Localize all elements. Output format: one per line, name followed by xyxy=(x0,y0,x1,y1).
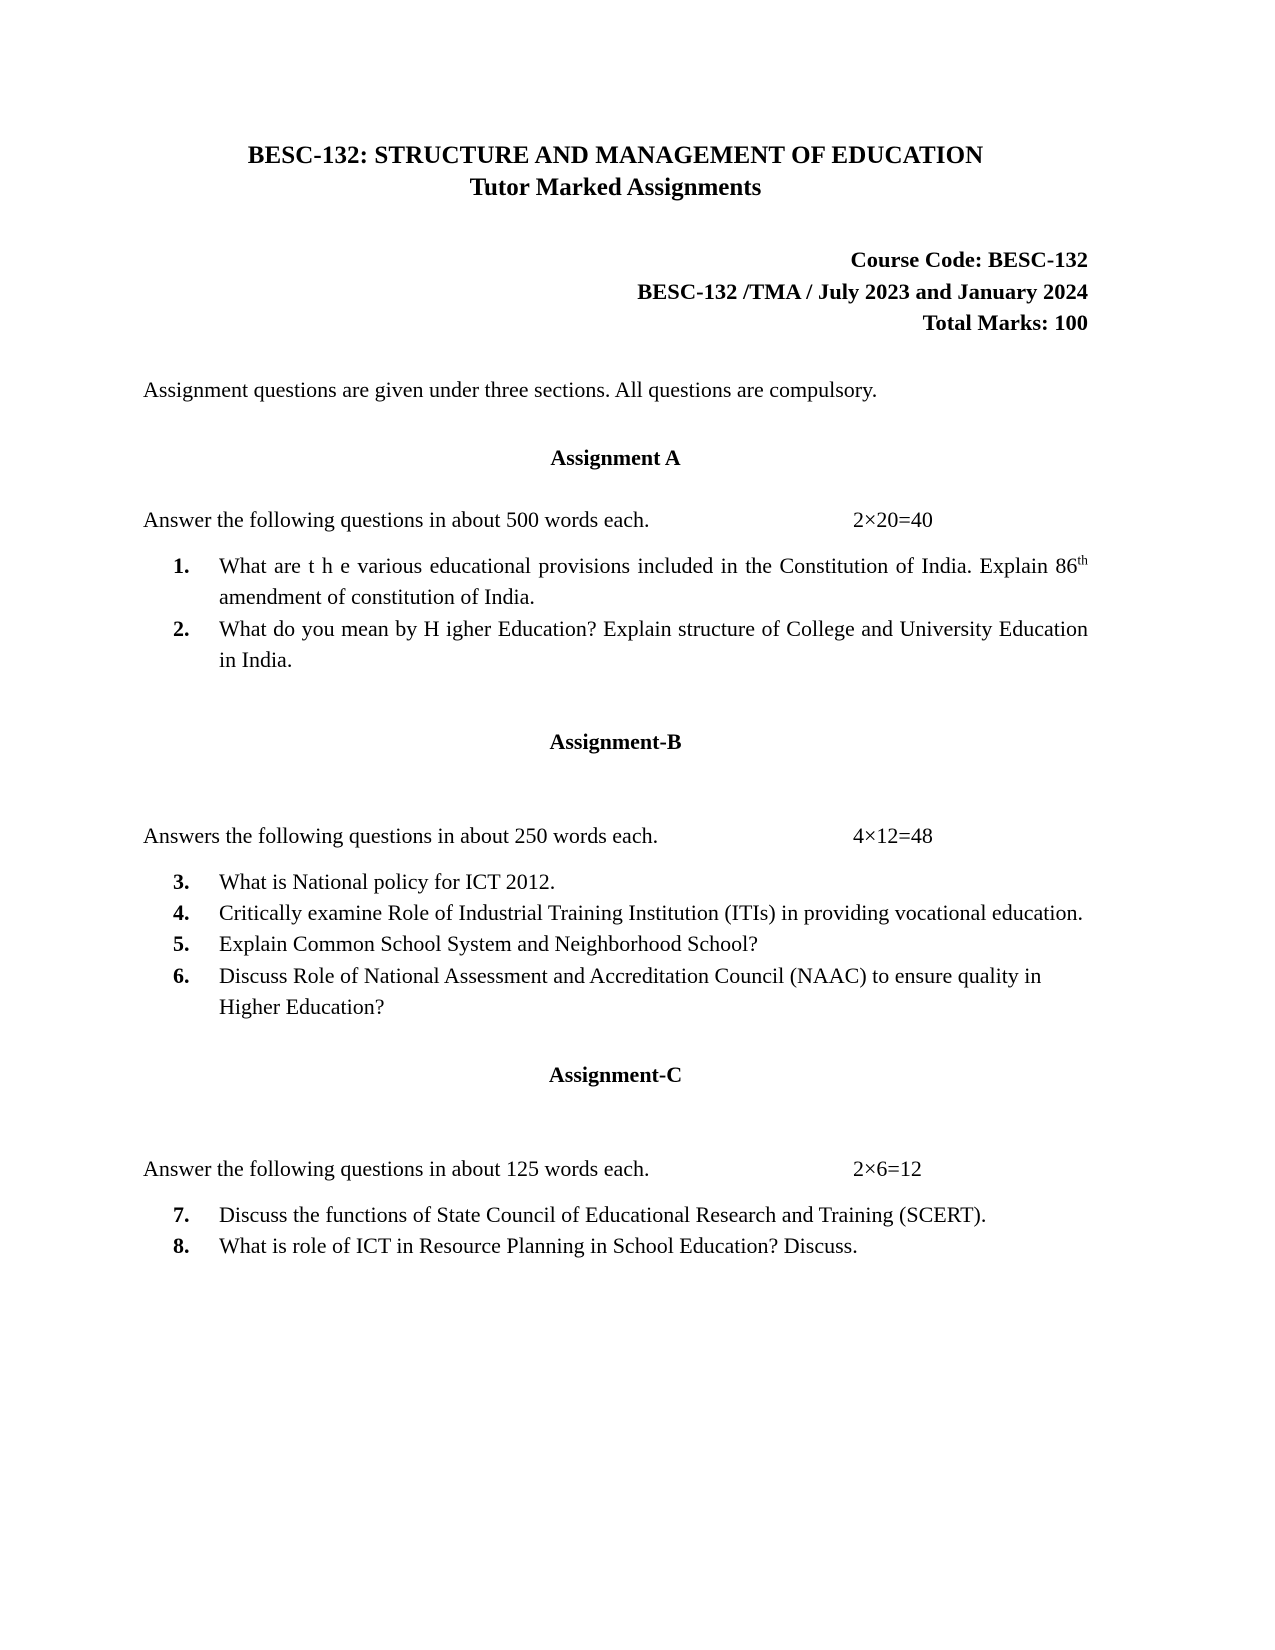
section-heading-b: Assignment-B xyxy=(549,729,682,755)
question-number: 2. xyxy=(173,615,190,641)
list-item xyxy=(143,613,1088,675)
question-number: 5. xyxy=(173,931,190,957)
list-item xyxy=(143,928,1088,959)
question-text: What do you mean by H igher Education? Explain structure of College and University Education in India. xyxy=(219,615,1088,672)
course-meta-block xyxy=(143,244,1088,339)
question-text-before: What are t h e various educational provisions included in the Constitution of India. Explain 86 xyxy=(219,553,1078,579)
instruction-row-b xyxy=(143,821,1088,852)
question-number: 8. xyxy=(173,1233,190,1259)
page-title: BESC-132: STRUCTURE AND MANAGEMENT OF EDUCATION xyxy=(247,142,984,169)
question-text: What is role of ICT in Resource Planning in School Education? Discuss. xyxy=(219,1233,858,1259)
question-text-after: amendment of constitution of India. xyxy=(219,584,535,610)
course-code: Course Code: BESC-132 xyxy=(850,247,1088,272)
marks-b: 4×12=48 xyxy=(853,823,933,849)
instruction-row-a xyxy=(143,505,1088,536)
intro-paragraph: Assignment questions are given under three sections. All questions are compulsory. xyxy=(143,376,878,402)
instruction-text-b: Answers the following questions in about 250 words each. xyxy=(143,823,659,849)
list-item xyxy=(143,550,1088,612)
total-marks: Total Marks: 100 xyxy=(922,310,1088,335)
question-text: Explain Common School System and Neighborhood School? xyxy=(219,931,758,957)
question-text xyxy=(219,550,1088,612)
question-number: 7. xyxy=(173,1201,190,1227)
question-number: 4. xyxy=(173,900,190,926)
marks-c: 2×6=12 xyxy=(853,1156,922,1181)
tma-session: BESC-132 /TMA / July 2023 and January 2024 xyxy=(637,278,1088,304)
question-list-c xyxy=(143,1199,1088,1261)
question-text: Discuss Role of National Assessment and Accreditation Council (NAAC) to ensure quality in Higher Education? xyxy=(219,962,1042,1019)
section-heading-c: Assignment-C xyxy=(548,1062,683,1087)
instruction-text-c: Answer the following questions in about 125 words each. xyxy=(143,1156,650,1181)
question-list-a xyxy=(143,550,1088,675)
question-list-b xyxy=(143,866,1088,1022)
list-item xyxy=(143,960,1088,1022)
question-text: What is National policy for ICT 2012. xyxy=(219,868,556,894)
instruction-row-c xyxy=(143,1154,1088,1185)
list-item xyxy=(143,1230,1088,1261)
question-number: 3. xyxy=(173,868,190,894)
marks-a: 2×20=40 xyxy=(853,507,933,533)
list-item xyxy=(143,1199,1088,1230)
page-subtitle: Tutor Marked Assignments xyxy=(469,174,762,201)
question-text: Discuss the functions of State Council of Educational Research and Training (SCERT). xyxy=(219,1201,987,1227)
list-item xyxy=(143,866,1088,897)
list-item xyxy=(143,897,1088,928)
instruction-text-a: Answer the following questions in about 500 words each. xyxy=(143,507,650,533)
question-number: 1. xyxy=(173,553,190,579)
section-heading-a: Assignment A xyxy=(550,445,681,471)
question-text: Critically examine Role of Industrial Training Institution (ITIs) in providing vocational education. xyxy=(219,900,1083,926)
question-number: 6. xyxy=(173,962,190,988)
question-superscript: th xyxy=(1077,552,1088,568)
document-content xyxy=(143,140,1088,1261)
